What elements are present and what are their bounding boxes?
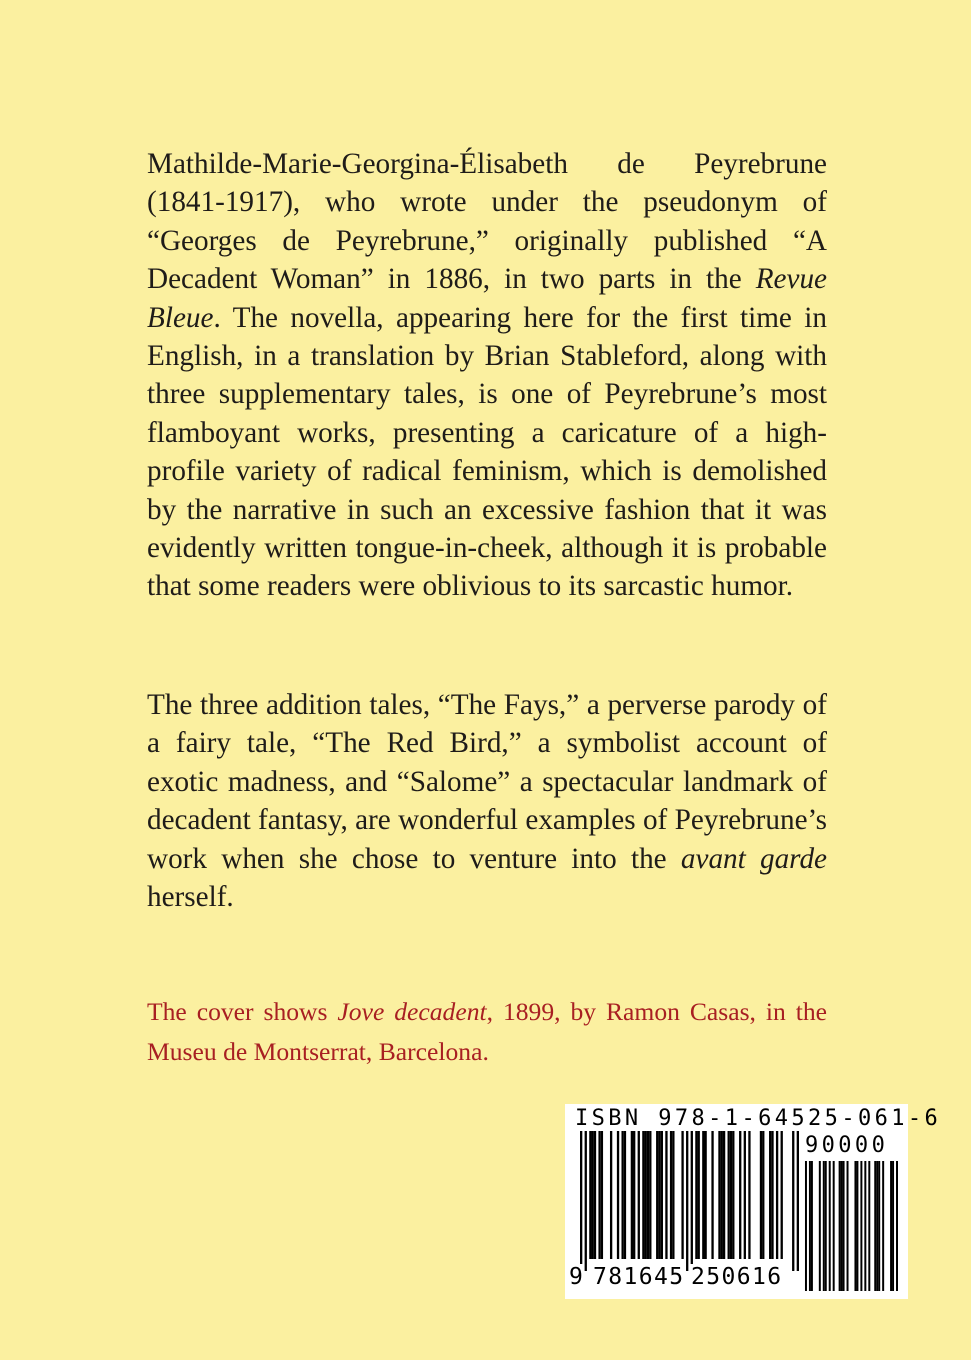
cover-credit-text-b: , 1899, by Ramon Casas, in the Museu de Montserrat, Barcelona. (147, 997, 827, 1066)
barcode-bar (882, 1161, 884, 1291)
barcode-bar (732, 1131, 734, 1259)
barcode-bar (638, 1131, 640, 1259)
barcode-bar (624, 1131, 626, 1259)
barcode-bar (730, 1131, 732, 1259)
cover-credit (147, 992, 827, 1072)
barcode-bar (841, 1161, 843, 1291)
barcode-bar (856, 1161, 858, 1291)
barcode-bar (585, 1131, 587, 1271)
barcode-bar (665, 1131, 667, 1259)
barcode-bar (594, 1131, 596, 1259)
description-paragraph-2 (147, 686, 827, 916)
barcode-bar (695, 1131, 697, 1259)
barcode-bar (829, 1161, 831, 1291)
barcode-bar (601, 1131, 603, 1259)
description-paragraph-1-text-a: Mathilde-Marie-Georgina-Élisabeth de Peyrebrune (1841-1917), who wrote under the pseudonym of “Georges de Peyrebrune,” originally published “A Decadent Woman” in 1886, in two parts in the (147, 148, 827, 296)
barcode-bar (860, 1161, 862, 1291)
barcode-bar (760, 1131, 762, 1259)
barcode-bar (776, 1131, 778, 1259)
barcode-bar (642, 1131, 644, 1259)
barcode-bar (698, 1131, 700, 1259)
barcode-bar (691, 1131, 693, 1271)
barcode-bar (843, 1161, 845, 1291)
description-paragraph-1-italic-title: Revue Bleue (147, 263, 827, 334)
barcode-bar (847, 1161, 849, 1291)
barcode-bar (645, 1131, 647, 1259)
barcode-bar (762, 1131, 764, 1259)
description-paragraph-1-text-b: . The novella, appearing here for the first time in English, in a translation by Brian Stableford, along with three supplementary tales, is one of Peyrebrune’s most flamboyant works, presenting a caricature of a high-profile variety of radical feminism, which is demolished by the narrative in such an excessive fashion that it was evidently written tongue-in-cheek, although it is probable that some readers were oblivious to its sarcastic humor. (147, 301, 827, 603)
barcode-bar (610, 1131, 612, 1259)
barcode-bar (854, 1161, 856, 1291)
barcode-bar (811, 1161, 813, 1291)
barcode-bar (723, 1131, 725, 1259)
barcode-bar (864, 1161, 866, 1291)
barcode-bar (874, 1161, 876, 1291)
barcode-bar (878, 1161, 880, 1291)
barcode-bar (656, 1131, 658, 1259)
barcode-bar (633, 1131, 635, 1259)
barcode-bar (809, 1161, 811, 1291)
description-paragraph-2-text-a: The three addition tales, “The Fays,” a perverse parody of a fairy tale, “The Red Bird,” a symbolist account of exotic madness, and “Salome” a spectacular landmark of decadent fantasy, are wonderful examples of Peyrebrune’s work when she chose to venture into the (147, 689, 827, 875)
barcode-bar (876, 1161, 878, 1291)
description-paragraph-2-italic-term: avant garde (680, 842, 828, 875)
description-paragraph-2-text-b: herself. (147, 881, 234, 914)
barcode-bar (649, 1131, 651, 1259)
barcode-bar (728, 1131, 730, 1259)
barcode-bar (792, 1131, 794, 1271)
barcode-bar (661, 1131, 663, 1259)
barcode-bar (868, 1161, 870, 1291)
ean13-right-digits: 250616 (691, 1264, 783, 1290)
barcode-bar (721, 1131, 723, 1259)
barcode-bar (702, 1131, 704, 1259)
barcode-bar (839, 1161, 841, 1291)
barcode-bar (825, 1161, 827, 1291)
barcode-bar (771, 1131, 773, 1259)
barcode-bar (805, 1161, 807, 1291)
barcode-bar (686, 1131, 688, 1271)
barcode-bar (658, 1131, 660, 1259)
barcode-bar (781, 1131, 783, 1259)
ean13-barcode-bars (580, 1131, 799, 1281)
barcode-bar (704, 1131, 706, 1259)
isbn-label: ISBN 978-1-64525-061-6 (575, 1106, 942, 1131)
ean13-first-digit: 9 (569, 1264, 583, 1290)
ean13-left-digits: 781645 (593, 1264, 685, 1290)
barcode-bar (631, 1131, 633, 1259)
barcode-bar (647, 1131, 649, 1259)
barcode-bar (823, 1161, 825, 1291)
barcode-bar (744, 1131, 746, 1259)
barcode-bar (621, 1131, 623, 1259)
barcode-bar (890, 1161, 892, 1291)
barcode-bar (598, 1131, 600, 1259)
barcode-bar (769, 1131, 771, 1259)
isbn-barcode (565, 1104, 942, 1299)
barcode-bar (589, 1131, 591, 1259)
barcode-bar (896, 1161, 898, 1291)
barcode-bar (681, 1131, 683, 1259)
barcode-bar (739, 1131, 741, 1259)
barcode-bar (833, 1161, 835, 1291)
barcode-bar (580, 1131, 582, 1271)
description-paragraph-1 (147, 145, 827, 606)
barcode-bar (748, 1131, 750, 1259)
barcode-bar (892, 1161, 894, 1291)
cover-credit-artwork-title: Jove decadent (337, 997, 487, 1026)
barcode-bar (670, 1131, 672, 1259)
price-addon-label: 90000 (805, 1133, 889, 1158)
barcode-bar (592, 1131, 594, 1259)
barcode-bar (797, 1131, 799, 1271)
addon-barcode-bars (803, 1161, 898, 1291)
barcode-bar (819, 1161, 821, 1291)
barcode-bar (718, 1131, 720, 1259)
cover-credit-text-a: The cover shows (147, 997, 338, 1026)
barcode-bar (617, 1131, 619, 1259)
barcode-bar (711, 1131, 713, 1259)
barcode-bar (672, 1131, 674, 1259)
